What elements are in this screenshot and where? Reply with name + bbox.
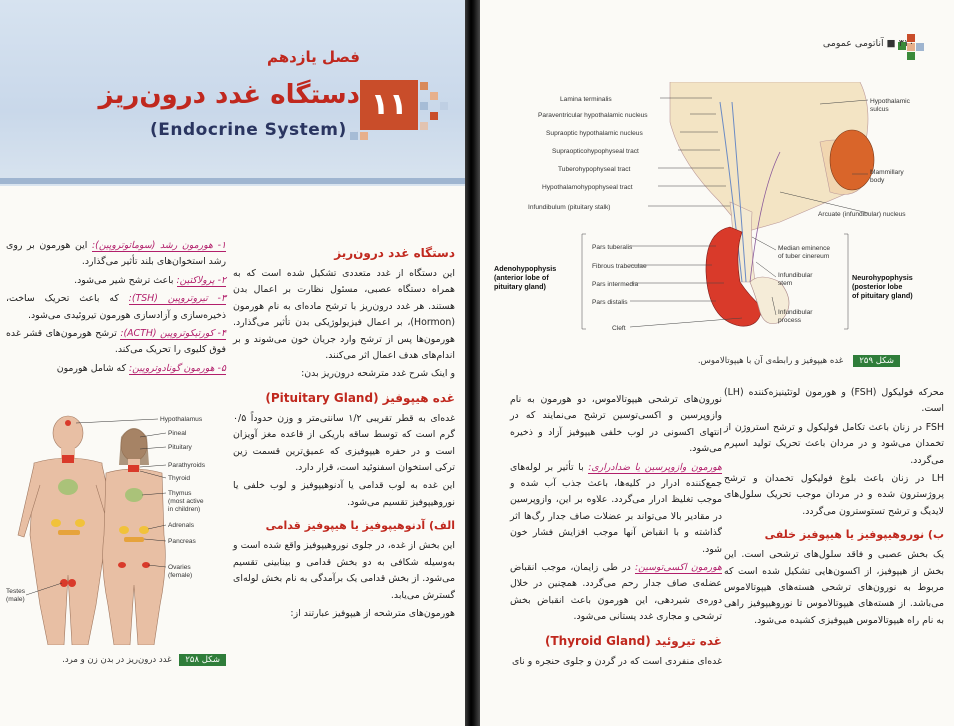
label-infundibulum: Infundibulum (pituitary stalk) xyxy=(528,204,611,211)
deco-square xyxy=(420,102,428,110)
hormone-term: ۵- هورمون گونادوتروپین: xyxy=(129,362,226,374)
hormone-desc: این هورمون بر روی رشد استخوان‌های بلند تأثیر می‌گذارد. xyxy=(6,240,226,268)
label-pituitary: Pituitary xyxy=(168,444,192,451)
label-infundibular-process-2: process xyxy=(778,317,802,324)
hormone-desc: باعث ترشح شیر می‌شود. xyxy=(74,274,177,286)
hormone-term: هورمون وازوپرسین یا ضدادراری: xyxy=(588,461,723,473)
label-hypothalamic-sulcus: Hypothalamic xyxy=(870,98,910,105)
paragraph xyxy=(510,460,722,558)
hormone-desc: در طی زایمان، موجب انقباض عضله‌ی صاف جدار رحم می‌گردد. همچنین در خلال دوره‌ی شیردهی، این هورمون باعث انقباض بخش ترشحی و مجاری غدد پستانی می‌شود. xyxy=(510,562,722,623)
label-cleft: Cleft xyxy=(612,325,626,332)
left-page-column-right xyxy=(233,238,455,624)
label-supraopticohypophyseal: Supraopticohypophyseal tract xyxy=(552,148,639,155)
figure-tag: شکل ۲۵۸ xyxy=(179,654,226,666)
list-item xyxy=(6,273,226,289)
section-heading-endocrine: دستگاه غدد درون‌ریز xyxy=(334,246,455,260)
paragraph: یک بخش عصبی و فاقد سلول‌های ترشحی است. این بخش از هیپوفیز، از اکسون‌هایی تشکیل شده است که مربوط به نورون‌های ترشحی هسته‌های هیپوتالاموس می‌باشد. از هسته‌های هیپوتالاموس تا نوروهیپوفیز راهی به نام راه هیپوتالاموس هیپوفیزی کشیده می‌شود. xyxy=(724,549,944,626)
label-thymus-3: in children) xyxy=(168,506,201,513)
hormone-desc: که باعث تحریک ساخت، ذخیره‌سازی و آزادسازی هورمون تیروئیدی می‌شود. xyxy=(6,293,226,321)
label-fibrous-trabeculae: Fibrous trabeculae xyxy=(592,263,647,270)
figure-tag: شکل ۲۵۹ xyxy=(853,355,900,367)
chapter-banner xyxy=(0,0,465,186)
label-infundibular-stem: Infundibular xyxy=(778,272,813,279)
endocrine-body-figure xyxy=(6,415,226,645)
hormone-term: ۱- هورمون رشد (سوماتوتروپین): xyxy=(92,240,227,251)
deco-square xyxy=(360,132,368,140)
label-hypothalamic-sulcus-2: sulcus xyxy=(870,106,889,113)
label-neurohypophysis-3: of pituitary gland) xyxy=(852,291,913,300)
right-page xyxy=(480,0,954,726)
hormone-desc: که شامل هورمون xyxy=(56,362,130,374)
label-parathyroids: Parathyroids xyxy=(168,462,206,469)
chapter-title-en: (Endocrine System) xyxy=(150,120,347,140)
section-heading-pituitary xyxy=(233,387,455,409)
list-item xyxy=(6,291,226,324)
label-arcuate-nucleus: Arcuate (infundibular) nucleus xyxy=(818,211,906,218)
label-thymus-2: (most active xyxy=(168,498,204,505)
paragraph: محرکه فولیکول (FSH) و هورمون لوتئینیزه‌کننده (LH) است. xyxy=(724,387,944,415)
hormone-term: ۴- کورتیکوتروپین (ACTH): xyxy=(120,328,226,340)
label-pars-intermedia: Pars intermedia xyxy=(592,281,639,288)
caption-text: غدد درون‌ریز در بدن زن و مرد. xyxy=(62,655,172,665)
label-hypothalamohypophyseal: Hypothalamohypophyseal tract xyxy=(542,184,633,191)
hormone-desc: ترشح هورمون‌های قشر غده فوق کلیوی را تحریک می‌کند. xyxy=(6,328,226,356)
deco-square xyxy=(420,122,428,130)
deco-square xyxy=(440,102,448,110)
male-body-illustration xyxy=(18,416,118,645)
left-page-column-left xyxy=(6,238,226,379)
label-pancreas: Pancreas xyxy=(168,538,196,545)
right-page-column-right xyxy=(724,385,944,631)
label-supraoptic: Supraoptic hypothalamic nucleus xyxy=(546,130,643,137)
label-adrenals: Adrenals xyxy=(168,522,195,529)
book-gutter xyxy=(465,0,480,726)
figure-259-lobe-labels xyxy=(494,264,913,300)
hormone-term: ۲- پرولاکتین: xyxy=(176,274,226,286)
female-body-illustration xyxy=(103,428,166,645)
paragraph: این بخش از غده، در جلوی نوروهیپوفیز واقع شده است و به‌وسیله شکافی به دو بخش قدامی و بینابینی تقسیم می‌شود. از بخش قدامی یک برآمدگی به نام بخش لوله‌ای گسترش می‌یابد. xyxy=(233,540,455,601)
deco-square xyxy=(430,92,438,100)
paragraph: و اینک شرح غدد مترشحه درون‌ریز بدن: xyxy=(301,368,455,380)
label-ovaries-2: (female) xyxy=(168,572,193,579)
section-heading-thyroid xyxy=(510,630,722,652)
chapter-title: دستگاه غدد درون‌ریز xyxy=(98,80,360,110)
paragraph xyxy=(510,560,722,626)
label-infundibular-stem-2: stem xyxy=(778,280,793,287)
paragraph: این غده به لوب قدامی یا آدنوهیپوفیز و لوب خلفی یا نوروهیپوفیز تقسیم می‌شود. xyxy=(233,480,455,508)
running-header-text: ۳۱۰ ■ آناتومی عمومی xyxy=(822,38,914,49)
heading-fa: غده هیپوفیز xyxy=(382,390,455,405)
label-pars-tuberalis: Pars tuberalis xyxy=(592,244,633,251)
paragraph: LH در زنان باعث بلوغ فولیکول تخمدان و ترشح پروژسترون شده و در مردان موجب تحریک سلول‌های لایدیگ و ترشح تستوسترون می‌گردد. xyxy=(724,473,944,517)
label-thymus: Thymus xyxy=(168,490,192,497)
label-thyroid: Thyroid xyxy=(168,475,190,482)
paragraph: غده‌ای منفردی است که در گردن و جلوی حنجره و نای xyxy=(511,655,722,667)
label-infundibular-process: Infundibular xyxy=(778,309,813,316)
figure-258-caption xyxy=(6,654,226,670)
label-neurohypophysis-2: (posterior lobe xyxy=(852,282,903,291)
paragraph: FSH در زنان باعث تکامل فولیکول و ترشح استروژن از تخمدان می‌شود و در مردان باعث تحریک تولید اسپرم می‌گردد. xyxy=(724,421,944,466)
label-paraventricular: Paraventricular hypothalamic nucleus xyxy=(538,112,648,119)
list-item xyxy=(6,238,226,271)
paragraph: غده‌ای به قطر تقریبی ۱/۲ سانتی‌متر و وزن حدوداً ۰/۵ گرم است که توسط ساقه باریکی از قاعده مغز آویزان است و در حفره هیپوفیزی که عمیق‌ترین قسمت زین ترکی استخوان اسفنوئید است، قرار دارد. xyxy=(233,412,455,474)
label-adenohypophysis: Adenohypophysis xyxy=(494,264,557,273)
deco-square xyxy=(430,112,438,120)
hormone-term: هورمون اکسی‌توسین: xyxy=(635,562,722,574)
label-mammillary-body-2: body xyxy=(870,177,885,184)
deco-square xyxy=(420,82,428,90)
hormone-term: ۳- تیروتروپین (TSH): xyxy=(128,293,226,305)
heading-fa: غده تیروئید xyxy=(654,633,722,648)
label-lamina-terminalis: Lamina terminalis xyxy=(560,96,612,103)
label-median-eminence-2: of tuber cinereum xyxy=(778,253,830,260)
label-testes-2: (male) xyxy=(6,596,25,603)
heading-en: (Pituitary Gland) xyxy=(265,390,379,405)
label-adenohypophysis-2: (anterior lobe of xyxy=(494,273,549,282)
paragraph: هورمون‌های مترشحه از هیپوفیز عبارتند از: xyxy=(290,607,455,619)
hormone-desc: با تأثیر بر لوله‌های جمع‌کننده ادرار در کلیه‌ها، باعث جذب آب شده و موجب تغلیظ ادرار می‌گردد. علاوه بر این، وازوپرسین در مقادیر بالا می‌تواند بر عضلات صاف جدار رگ‌ها اثر گذاشته و با انقباض آنها موجب افزایش فشار خون شود. xyxy=(510,461,722,555)
caption-text: غده هیپوفیز و رابطه‌ی آن با هیپوتالاموس. xyxy=(697,356,844,366)
label-hypothalamus: Hypothalamus xyxy=(160,416,203,423)
paragraph: نورون‌های ترشحی هیپوتالاموس، دو هورمون به نام وازوپرسین و اکسی‌توسین ترشح می‌نمایند که در انتهای اکسونی در لوب خلفی هیپوفیز آزاد و ذخیره می‌شود. xyxy=(510,394,722,455)
label-ovaries: Ovaries xyxy=(168,564,191,571)
list-item xyxy=(6,361,226,377)
label-median-eminence: Median eminence xyxy=(778,245,831,252)
subheading-adenohypophysis: الف) آدنوهیپوفیز یا هیپوفیز قدامی xyxy=(265,519,455,533)
label-pars-distalis: Pars distalis xyxy=(592,299,628,306)
figure-259-caption xyxy=(480,348,954,364)
chapter-label: فصل یازدهم xyxy=(267,48,360,66)
left-page xyxy=(0,0,465,726)
paragraph: این دستگاه از غدد متعددی تشکیل شده است که به همراه دستگاه عصبی، مسئول نظارت بر اعمال بدن هستند. هر غدد درون‌ریز با ترشح ماده‌ای به نام هورمون (Hormon)، بر اعمال فیزیولوژیکی بدن تأثیر می‌گذارد. هورمون‌ها پس از ترشح وارد جریان خون می‌شوند و بر اندام‌های هدف اعمال اثر می‌کنند. xyxy=(233,268,455,362)
subheading-neurohypophysis: ب) نوروهیپوفیز یا هیپوفیز خلفی xyxy=(764,528,944,542)
running-header xyxy=(480,30,954,60)
label-tuberohypophyseal: Tuberohypophyseal tract xyxy=(558,166,631,173)
label-neurohypophysis: Neurohypophysis xyxy=(852,273,913,282)
pituitary-figure xyxy=(480,82,954,344)
label-testes: Testes xyxy=(6,588,26,595)
list-item xyxy=(6,326,226,359)
label-mammillary-body: Mammillary xyxy=(870,169,904,176)
chapter-number: ۱۱ xyxy=(360,80,418,130)
deco-square xyxy=(350,132,358,140)
label-pineal: Pineal xyxy=(168,430,187,437)
banner-stripe xyxy=(0,178,465,184)
heading-en: (Thyroid Gland) xyxy=(544,633,651,648)
right-page-column-left xyxy=(510,392,722,672)
label-adenohypophysis-3: pituitary gland) xyxy=(494,282,546,291)
